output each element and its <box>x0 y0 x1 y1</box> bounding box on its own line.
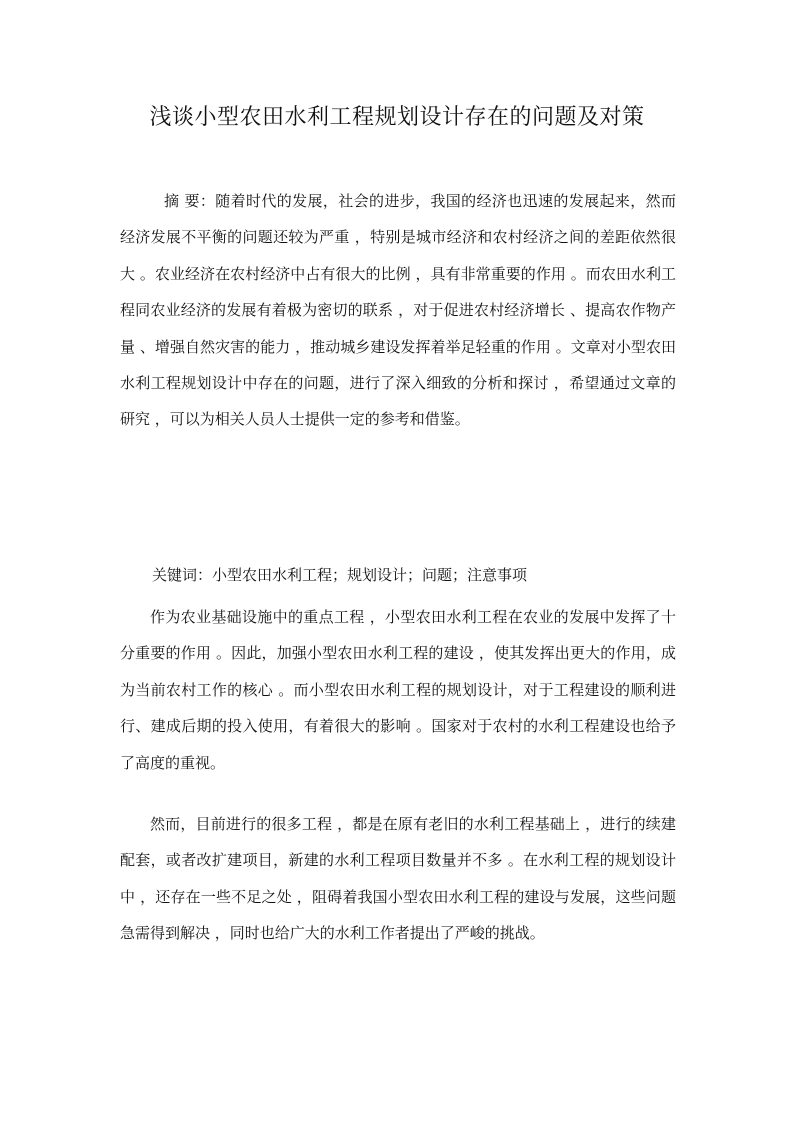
abstract-paragraph: 摘 要：随着时代的发展，社会的进步，我国的经济也迅速的发展起来，然而经济发展不平衡的问题还较为严重 ，特别是城市经济和农村经济之间的差距依然很大 。农业经济在农村经济中占有很大的比例 ，具有非常重要的作用 。而农田水利工程同农业经济的发展有着极为密切的联系 ，对于促进农村经济增长 、提高农作物产量 、增强自然灾害的能力 ，推动城乡建设发挥着举足轻重的作用 。文章对小型农田水利工程规划设计中存在的问题，进行了深入细致的分析和探讨 ，希望通过文章的研究 ，可以为相关人员人士提供一定的参考和借鉴。 <box>120 192 676 429</box>
document-title: 浅谈小型农田水利工程规划设计存在的问题及对策 <box>149 105 645 130</box>
body-paragraph-1: 作为农业基础设施中的重点工程 ，小型农田水利工程在农业的发展中发挥了十分重要的作用 。因此，加强小型农田水利工程的建设 ，使其发挥出更大的作用，成为当前农村工作的核心 。而小型农田水利工程的规划设计，对于工程建设的顺利进行、建成后期的投入使用，有着很大的影响 。国家对于农村的水利工程建设也给予了高度的重视。 <box>120 608 676 772</box>
body-paragraph-2: 然而，目前进行的很多工程 ，都是在原有老旧的水利工程基础上 ，进行的续建配套，或者改扩建项目，新建的水利工程项目数量并不多 。在水利工程的规划设计中 ，还存在一些不足之处 ，阻碍着我国小型农田水利工程的建设与发展，这些问题急需得到解决 ，同时也给广大的水利工作者提出了严峻的挑战。 <box>120 815 676 943</box>
keywords-line: 关键词：小型农田水利工程；规划设计；问题；注意事项 <box>152 566 528 584</box>
